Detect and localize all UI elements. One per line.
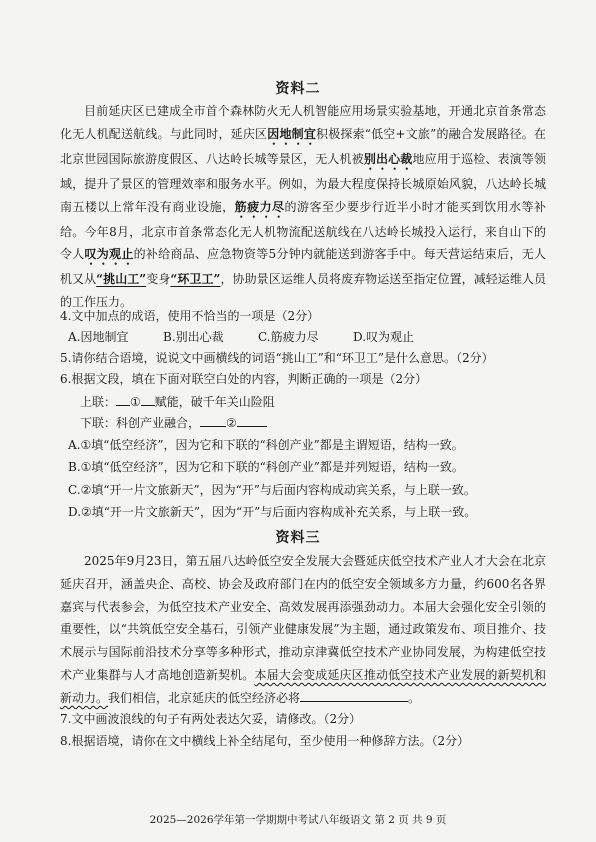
- q4-option-c[interactable]: C.筋疲力尽: [258, 330, 319, 344]
- q4-option-d[interactable]: D.叹为观止: [353, 330, 415, 344]
- text: 。: [408, 690, 421, 705]
- blank-line: [116, 393, 130, 406]
- lower-couplet: [80, 413, 570, 433]
- q6-option-a[interactable]: A.①填“低空经济”，因为它和下联的“科创产业”都是主谓短语，结构一致。: [68, 438, 464, 452]
- material3-title: 资料三: [275, 530, 321, 546]
- upper-couplet: [80, 392, 570, 412]
- q5-stem: 5.请你结合语境，说说文中画横线的词语“挑山工”和“环卫工”是什么意思。（2分）: [60, 351, 494, 365]
- dotted-idiom: 叹为观止: [84, 247, 134, 262]
- q4-stem: 4.文中加点的成语，使用不恰当的一项是（2分）: [60, 309, 320, 323]
- text: 的补给商品、应急物资等5分钟内就能送到游客手中。每天营运结束后，无人机又从: [60, 247, 546, 287]
- dotted-idiom: 因地制宜: [267, 126, 317, 141]
- q4-option-b[interactable]: B.别出心裁: [163, 330, 224, 344]
- dotted-idiom: 筋疲力尽: [234, 199, 285, 214]
- text: ，协助景区运维人员将废弃物运送至指定位置，减轻运维人员的工作压力。: [60, 272, 546, 310]
- dotted-idiom: 别出心裁: [363, 151, 413, 166]
- material2-paragraph: [60, 100, 546, 314]
- text: 我们相信，北京延庆的低空经济必将: [108, 690, 301, 705]
- text: 2025年9月23日，第五届八达岭低空安全发展大会暨延庆低空技术产业人才大会在北京延庆召开，涵盖央企、高校、协会及政府部门在内的低空安全领域多方力量，约600名各界嘉宾与代表参会，为低空技术产业安全、高效发展再添强劲动力。本届大会强化安全引领的重要性，以“共筑低空安全基石，引领产业健康发展”为主题，通过政策发布、项目推介、技术展示与国际前沿技术分享等多种形式，推动京津冀低空技术产业协同发展，为构建低空技术产业集群与人才高地创造新契机。: [60, 554, 546, 682]
- blank-line: [141, 393, 155, 406]
- material2-title: 资料二: [275, 81, 321, 97]
- material3-paragraph: [60, 550, 546, 710]
- q6-option-b[interactable]: B.①填“低空经济”，因为它和下联的“科创产业”都是并列短语，结构一致。: [68, 460, 464, 474]
- q6-option-c[interactable]: C.②填“开一片文旅新天”，因为“开”与后面内容构成动宾关系，与上联一致。: [68, 483, 476, 497]
- text: 变身: [146, 272, 171, 287]
- q4-options: [68, 327, 558, 347]
- text: 目前延庆区已建成全市首个森林防火无人机智能应用场景实验基地，开通北京首条常态化无人机配送航线。与此同时，延庆区: [60, 104, 546, 141]
- text: 积极探索“低空+文旅”的融合发展路径。在北京世园国际旅游度假区、八达岭长城等景区，无人机被: [60, 126, 546, 166]
- q6-stem: 6.根据文段，填在下面对联空白处的内容，判断正确的一项是（2分）: [60, 372, 428, 386]
- q8-stem: 8.根据语境，请你在文中横线上补全结尾句，至少使用一种修辞方法。（2分）: [60, 734, 470, 748]
- text: 地应用于巡检、表演等领域，提升了景区的管理效率和服务水平。例如，为最大程度保持长城原始风貌，八达岭长城南五楼以上常年没有商业设施，: [60, 151, 546, 214]
- blank-line: [200, 414, 226, 427]
- lower-couplet-text: 下联：科创产业融合，: [80, 416, 201, 430]
- upper-couplet-text: 赋能，破千年关山险阻: [154, 395, 275, 409]
- underlined-term: “环卫工”: [170, 272, 221, 287]
- blank-mark-1: ①: [130, 395, 141, 409]
- wavy-underlined-sentence: 本届大会变成延庆区推动低空技术产业发展的新契机和新动力。: [60, 667, 546, 705]
- upper-couplet-label: 上联：: [80, 395, 117, 409]
- text: 的游客至少要步行近半小时才能买到饮用水等补给。今年8月，北京市首条常态化无人机物流配送航线在八达岭长城投入运行，来自山下的令人: [60, 199, 546, 262]
- blank-line: [237, 414, 267, 427]
- page-footer: 2025—2026学年第一学期期中考试八年级语文 第 2 页 共 9 页: [149, 814, 447, 826]
- q4-option-a[interactable]: A.因地制宜: [68, 330, 129, 344]
- answer-blank[interactable]: [300, 689, 408, 702]
- blank-mark-2: ②: [226, 416, 237, 430]
- q6-option-d[interactable]: D.②填“开一片文旅新天”，因为“开”与后面内容构成补充关系，与上联一致。: [68, 505, 477, 519]
- q7-stem: 7.文中画波浪线的句子有两处表达欠妥，请修改。（2分）: [60, 712, 362, 726]
- underlined-term: “挑山工”: [96, 272, 147, 287]
